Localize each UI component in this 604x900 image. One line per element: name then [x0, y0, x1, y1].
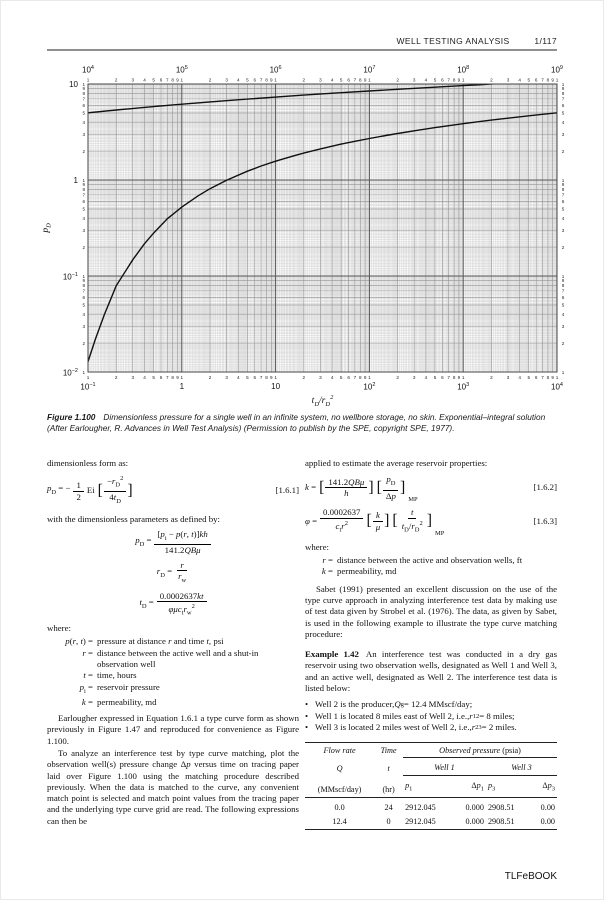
cycle-digit: 4	[424, 375, 428, 380]
table-subheader-q: Q	[336, 763, 343, 773]
definition-row: k = permeability, md	[81, 696, 157, 707]
example-label: Example 1.42	[305, 649, 359, 660]
left-definition-list	[47, 636, 299, 708]
cycle-digit: 3	[506, 77, 510, 83]
cycle-digit: 7	[541, 375, 544, 380]
cycle-digit: 5	[561, 110, 565, 116]
bottom-axis-label: $10^3$	[457, 382, 470, 392]
cycle-digit: 2	[208, 77, 212, 83]
cycle-digit: 1	[180, 77, 184, 83]
table-header-observed-pressure: Observed pressure (psia)	[403, 743, 557, 758]
cycle-digit: 8	[171, 77, 174, 83]
cycle-digit: 3	[561, 228, 565, 233]
eq163-bracket-2: [ $\frac{t}{t_D/r_D^2}$ ]	[392, 507, 432, 536]
eq161-bracket: [ $\frac{-r_D^2}{4t_D}$ ]	[98, 474, 133, 507]
cycle-digit: 1	[82, 81, 85, 87]
top-axis-label: $10^5$	[175, 65, 188, 75]
cycle-digit: 2	[82, 340, 85, 346]
bottom-axis-label: 1	[179, 382, 185, 391]
interference-test-table	[305, 742, 557, 830]
bullet-item: • Well 1 is located 8 miles east of Well 2, i.e., r 12 = 8 miles;	[305, 711, 557, 722]
right-intro: applied to estimate the average reservoir properties:	[305, 458, 488, 468]
cycle-digit: 9	[270, 77, 273, 83]
cycle-digit: 5	[561, 302, 565, 308]
eq163-bracket-1: [ $\frac{k}{\mu}$ ]	[366, 510, 389, 532]
cycle-digit: 3	[412, 77, 416, 83]
table-subheader-well1: Well 1	[403, 758, 486, 776]
top-axis-label: $10^8$	[457, 65, 470, 75]
cycle-digit: 4	[82, 216, 85, 221]
table-unit-p3: $p_3$	[486, 776, 530, 797]
cycle-digit: 1	[368, 77, 371, 83]
cycle-digit: 2	[114, 77, 118, 83]
cycle-digit: 1	[86, 375, 90, 380]
cycle-digit: 5	[246, 375, 249, 380]
cycle-digit: 8	[359, 375, 362, 380]
cycle-digit: 7	[447, 375, 450, 380]
right-where-label: where:	[305, 541, 329, 552]
cycle-digit: 5	[561, 206, 565, 212]
eq161-operator: Ei	[86, 485, 95, 496]
cycle-digit: 9	[457, 77, 461, 83]
cycle-digit: 9	[82, 278, 85, 284]
cycle-digit: 4	[143, 375, 146, 380]
equation-pd-definition: $p_D$ = $\frac{[p_i - p(r, t)]kh}{\text{141.2QBμ}}$	[47, 529, 299, 556]
cycle-digit: 5	[246, 77, 249, 83]
cycle-digit: 3	[131, 77, 135, 83]
cycle-digit: 4	[82, 120, 85, 125]
eq163-matchpoint-sub: MP	[434, 530, 445, 538]
bullet-item: • Well 3 is located 2 miles west of Well 2, i.e., r 23 = 2 miles.	[305, 722, 557, 733]
bottom-axis-label: $10^4$	[551, 382, 563, 392]
cycle-digit: 1	[555, 77, 559, 83]
cycle-digit: 2	[302, 375, 306, 380]
eq161-lhs: $p_D$ = −	[47, 483, 71, 497]
cycle-digit: 1	[274, 375, 277, 380]
cycle-digit: 1	[461, 375, 465, 380]
equation-rd-definition: $r_D$ = $\frac{r}{r_w}$	[156, 559, 187, 585]
table-row: 12.4 0 2912.045 0.000 2908.51 0.00	[332, 817, 555, 826]
cycle-digit: 9	[176, 77, 179, 83]
cycle-digit: 2	[396, 77, 399, 83]
top-axis-label: $10^7$	[363, 65, 376, 75]
bottom-axis-label: $10^{-1}$	[80, 382, 96, 392]
cycle-digit: 6	[534, 77, 538, 83]
page-number: 1/117	[534, 36, 557, 46]
table-subheader-t: t	[387, 763, 390, 773]
cycle-digit: 4	[561, 216, 565, 221]
cycle-digit: 1	[561, 177, 565, 183]
cycle-digit: 1	[561, 81, 565, 87]
cycle-digit: 7	[561, 288, 565, 294]
example-block	[305, 649, 557, 694]
cycle-digit: 6	[347, 77, 350, 83]
cycle-digit: 8	[546, 375, 550, 380]
equation-1-6-2: k = [ $\frac{\text{141.2QBμ}}{h}$ ] [ $\frac{p_D}{\Delta p}$ ] MP [1.6.2]	[305, 474, 557, 501]
cycle-digit: 4	[143, 77, 146, 83]
cycle-digit: 9	[82, 86, 85, 92]
cycle-digit: 6	[253, 375, 257, 380]
table-header-time: Time	[380, 746, 397, 756]
cycle-digit: 3	[82, 228, 85, 233]
cycle-digit: 7	[166, 375, 169, 380]
cycle-digit: 5	[527, 375, 531, 380]
cycle-digit: 3	[131, 375, 135, 380]
cycle-digit: 9	[561, 86, 565, 92]
left-paragraph-2: To analyze an interference test by type curve matching, plot the observation well(s) pressure change Δp versus time on tracing paper laid over Figure 1.100 using the matching procedure described previously. When the data is matched to the curve, any convenient match point is selected and match point values from the tracing paper and the underlying type curve grid are read. The following expressions can then be	[47, 747, 299, 826]
cycle-digit: 5	[82, 206, 85, 212]
cycle-digit: 3	[319, 375, 322, 380]
cycle-digit: 1	[82, 177, 85, 183]
cycle-digit: 9	[551, 77, 554, 83]
eq162-bracket-1: [ $\frac{\text{141.2QBμ}}{h}$ ]	[319, 477, 374, 499]
y-axis-label: $10^{-1}$	[62, 272, 78, 282]
eq162-matchpoint-sub: MP	[408, 495, 418, 503]
header-title: WELL TESTING ANALYSIS	[396, 36, 510, 46]
cycle-digit: 5	[433, 375, 437, 380]
params-intro: with the dimensionless parameters as defined by:	[47, 513, 220, 524]
cycle-digit: 9	[363, 77, 367, 83]
top-axis-label: $10^4$	[82, 65, 94, 75]
cycle-digit: 4	[518, 375, 521, 380]
page-header	[396, 36, 557, 46]
cycle-digit: 5	[339, 375, 343, 380]
cycle-digit: 8	[561, 187, 565, 193]
cycle-digit: 7	[166, 77, 169, 83]
cycle-digit: 5	[339, 77, 343, 83]
cycle-digit: 1	[274, 77, 277, 83]
cycle-digit: 7	[561, 192, 565, 198]
equation-1-6-3: φ = $\frac{0.0002637}{c_tr^2}$ [ $\frac{k}{\mu}$ ] [ $\frac{t}{t_D/r_D^2}$ ] MP [1.6.3]	[305, 507, 557, 536]
bottom-axis-label: $10^2$	[363, 382, 376, 392]
cycle-digit: 8	[171, 375, 174, 380]
cycle-digit: 7	[447, 77, 450, 83]
y-axis-label: 10	[69, 80, 78, 89]
cycle-digit: 3	[82, 324, 85, 329]
cycle-digit: 2	[302, 77, 306, 83]
cycle-digit: 3	[412, 375, 416, 380]
cycle-digit: 9	[561, 182, 565, 188]
cycle-digit: 5	[433, 77, 437, 83]
cycle-digit: 8	[452, 77, 456, 83]
cycle-digit: 8	[82, 283, 85, 289]
right-definition-list	[305, 555, 557, 578]
cycle-digit: 6	[82, 103, 85, 109]
equation-1-6-1	[47, 474, 299, 507]
footer-brand: TLFeBOOK	[504, 871, 557, 882]
left-where-label: where:	[47, 623, 71, 634]
cycle-digit: 5	[152, 77, 155, 83]
table-header-flow-rate: Flow rate	[323, 746, 356, 756]
cycle-digit: 1	[561, 369, 565, 375]
table-unit-t: (hr)	[374, 776, 403, 797]
cycle-digit: 8	[82, 91, 85, 97]
example-text: An interference test was conducted in a dry gas reservoir using two observation wells, designated as Well 1 and Well 3, and an active well, designated as Well 2. The interference test data is listed below:	[305, 649, 558, 693]
eq162-tag: [1.6.2]	[533, 482, 557, 493]
definition-row: t = time, hours	[83, 670, 137, 681]
cycle-digit: 1	[82, 273, 85, 279]
cycle-digit: 9	[551, 375, 554, 380]
cycle-digit: 4	[237, 375, 240, 380]
cycle-digit: 6	[82, 199, 85, 205]
cycle-digit: 9	[270, 375, 273, 380]
cycle-digit: 4	[82, 312, 85, 317]
cycle-digit: 1	[82, 369, 85, 375]
cycle-digit: 6	[561, 199, 565, 205]
bottom-axis-label: 10	[271, 382, 281, 391]
cycle-digit: 5	[527, 77, 531, 83]
top-axis-label: $10^6$	[269, 65, 282, 75]
header-rule	[47, 49, 557, 51]
cycle-digit: 7	[82, 96, 85, 102]
cycle-digit: 3	[225, 77, 228, 83]
cycle-digit: 4	[561, 120, 565, 125]
definition-row: k = permeability, md	[321, 566, 397, 577]
cycle-digit: 9	[82, 182, 85, 188]
cycle-digit: 6	[82, 295, 85, 301]
definition-row: r = distance between the active well and a shut-in observation well	[82, 647, 259, 670]
eq161-frac-half: $\frac{1}{2}$	[73, 480, 83, 502]
cycle-digit: 7	[353, 375, 357, 380]
cycle-digit: 4	[561, 312, 565, 317]
cycle-digit: 6	[441, 375, 444, 380]
cycle-digit: 7	[561, 96, 565, 102]
cycle-digit: 8	[82, 187, 85, 193]
cycle-digit: 1	[461, 77, 465, 83]
cycle-digit: 6	[561, 295, 565, 301]
cycle-digit: 8	[359, 77, 362, 83]
cycle-digit: 6	[159, 77, 163, 83]
cycle-digit: 1	[86, 77, 90, 83]
cycle-digit: 9	[457, 375, 461, 380]
cycle-digit: 3	[561, 324, 565, 329]
table-subheader-well3: Well 3	[486, 758, 557, 776]
cycle-digit: 1	[561, 273, 565, 279]
right-column	[305, 458, 557, 830]
cycle-digit: 4	[424, 77, 428, 83]
table-unit-p1: $p_1$	[403, 776, 453, 797]
cycle-digit: 1	[368, 375, 371, 380]
y-axis-label: $10^{-2}$	[62, 368, 78, 378]
cycle-digit: 2	[490, 375, 493, 380]
cycle-digit: 8	[265, 77, 268, 83]
eq163-coefficient-frac: $\frac{0.0002637}{c_tr^2}$	[320, 507, 363, 536]
eq163-tag: [1.6.3]	[533, 515, 557, 526]
left-paragraph-1: Earlougher expressed in Equation 1.6.1 a type curve form as shown previously in Figure 1.47 and reproduced for convenience as Figure 1.100.	[47, 713, 299, 746]
definition-row: p(r, t) = pressure at distance r and time t, psi	[65, 636, 224, 647]
cycle-digit: 3	[82, 132, 85, 137]
cycle-digit: 8	[452, 375, 456, 380]
cycle-digit: 6	[253, 77, 257, 83]
cycle-digit: 2	[114, 375, 118, 380]
cycle-digit: 4	[518, 77, 521, 83]
cycle-digit: 3	[506, 375, 510, 380]
left-intro: dimensionless form as:	[47, 458, 129, 468]
table-row: 0.0 24 2912.045 0.000 2908.51 0.00	[334, 802, 555, 812]
cycle-digit: 7	[259, 77, 263, 83]
figure-caption	[47, 412, 559, 433]
cycle-digit: 5	[152, 375, 155, 380]
cycle-digit: 2	[490, 77, 493, 83]
cycle-digit: 6	[561, 103, 565, 109]
cycle-digit: 3	[319, 77, 322, 83]
left-column	[47, 458, 299, 828]
cycle-digit: 2	[208, 375, 212, 380]
top-axis-label: $10^9$	[551, 65, 563, 75]
cycle-digit: 1	[555, 375, 559, 380]
cycle-digit: 7	[541, 77, 544, 83]
cycle-digit: 2	[82, 148, 85, 154]
cycle-digit: 5	[82, 302, 85, 308]
cycle-digit: 4	[330, 77, 334, 83]
cycle-digit: 8	[546, 77, 550, 83]
cycle-digit: 7	[82, 192, 85, 198]
table-unit-dp3: $\Delta p_3$	[530, 776, 557, 797]
definition-row: r = distance between the active and observation wells, ft	[322, 555, 523, 566]
cycle-digit: 3	[225, 375, 228, 380]
cycle-digit: 8	[561, 283, 565, 289]
cycle-digit: 6	[534, 375, 538, 380]
right-paragraph-1: Sabet (1991) presented an excellent discussion on the use of the type curve approach in analyzing interference test data by making use of test data given by Strobel et al. (1976). The data, as given by Sabet, is used in the following example to illustrate the type curve matching procedure:	[305, 583, 557, 639]
equation-td-definition: $t_D$ = $\frac{0.0002637kt}{\varphi\mu c_tr_w^2}$	[47, 591, 299, 620]
y-axis-label: 1	[73, 176, 78, 185]
cycle-digit: 8	[265, 375, 268, 380]
cycle-digit: 7	[259, 375, 263, 380]
cycle-digit: 9	[176, 375, 179, 380]
y-axis-title: $p_D$	[40, 223, 53, 233]
table-unit-q: (MMscf/day)	[305, 776, 374, 797]
eq162-bracket-2: [ $\frac{p_D}{\Delta p}$ ]	[377, 474, 406, 501]
table-unit-dp1: $\Delta p_1$	[453, 776, 486, 797]
caption-text: Dimensionless pressure for a single well in an infinite system, no wellbore storage, no skin. Exponential–integral solution (After Earlougher, R. Advances in Well Test Analysis) (Permission to publish by the SPE, copyright SPE, 1977).	[47, 412, 546, 433]
cycle-digit: 9	[363, 375, 367, 380]
cycle-digit: 2	[561, 340, 565, 346]
eq161-tag: [1.6.1]	[275, 485, 299, 496]
cycle-digit: 1	[180, 375, 184, 380]
figure-chart	[40, 58, 570, 410]
caption-label: Figure 1.100	[47, 412, 96, 422]
cycle-digit: 4	[330, 375, 334, 380]
cycle-digit: 2	[561, 244, 565, 250]
cycle-digit: 7	[353, 77, 357, 83]
x-axis-title: $t_D/r_D^2$	[311, 394, 334, 409]
cycle-digit: 2	[561, 148, 565, 154]
cycle-digit: 2	[396, 375, 399, 380]
cycle-digit: 7	[82, 288, 85, 294]
cycle-digit: 9	[561, 278, 565, 284]
cycle-digit: 2	[82, 244, 85, 250]
cycle-digit: 6	[347, 375, 350, 380]
cycle-digit: 6	[441, 77, 444, 83]
cycle-digit: 5	[82, 110, 85, 116]
cycle-digit: 8	[561, 91, 565, 97]
type-curve-plot	[40, 58, 570, 410]
cycle-digit: 4	[237, 77, 240, 83]
bullet-item: • Well 2 is the producer, Q g = 12.4 MMscf/day;	[305, 699, 557, 710]
cycle-digit: 6	[159, 375, 163, 380]
bullet-list	[305, 699, 557, 733]
cycle-digit: 3	[561, 132, 565, 137]
definition-row: $p_i$ = reservoir pressure	[79, 681, 160, 695]
